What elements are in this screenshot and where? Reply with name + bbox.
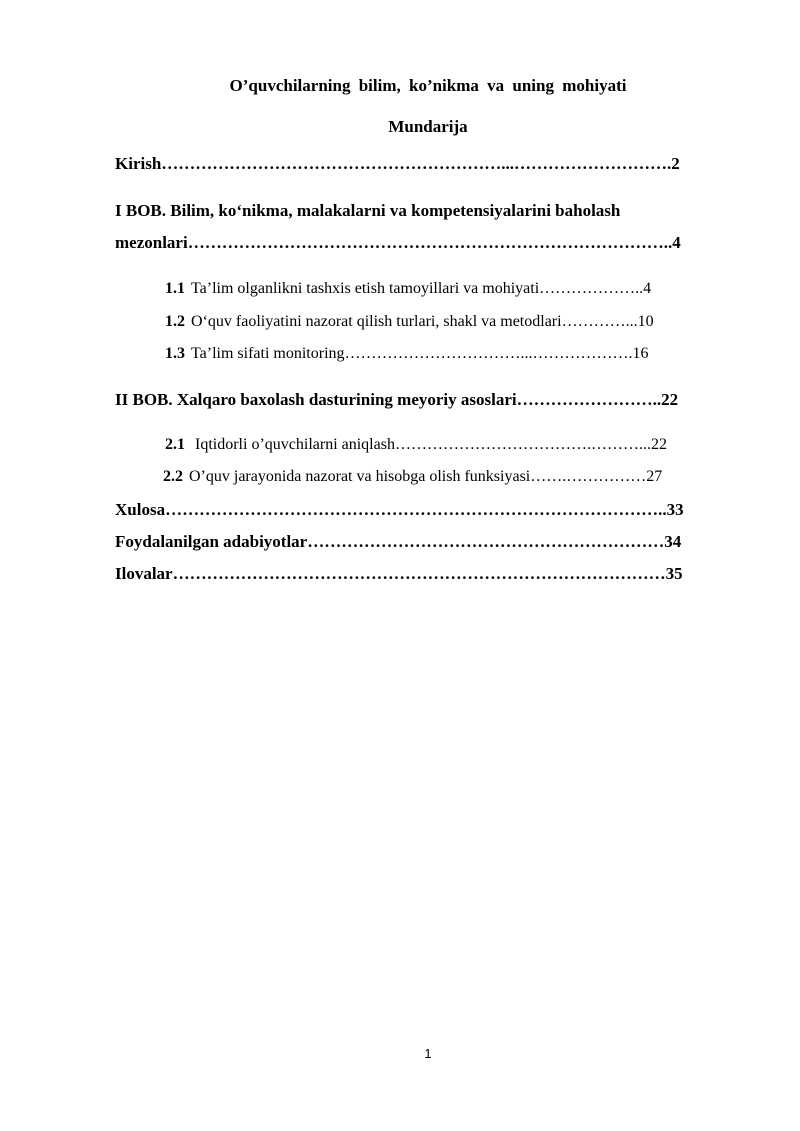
toc-entry-section-1-1 (165, 280, 745, 298)
section-number: 2.1 (165, 436, 185, 453)
section-text: O’quv jarayonida nazorat va hisobga olish funksiyasi…….……………27 (189, 468, 663, 485)
section-text: Ta’lim sifati monitoring……………………………...……………….16 (191, 345, 649, 362)
section-text: Oʻquv faoliyatini nazorat qilish turlari, shakl va metodlari…………...10 (191, 313, 654, 330)
page-number: 1 (424, 1046, 432, 1061)
section-text: Iqtidorli o’quvchilarni aniqlash……………………………….………...22 (191, 436, 667, 453)
toc-entry-bob1-line2: mezonlari…………………………………………………………………………..4 (115, 233, 681, 252)
toc-entry-section-1-3 (165, 345, 745, 363)
toc-entry-adabiyotlar: Foydalanilgan adabiyotlar………………………………………………………34 (115, 532, 682, 551)
section-number: 2.2 (163, 468, 183, 485)
section-number: 1.1 (165, 280, 185, 297)
toc-entry-ilovalar: Ilovalar……………………………………………………………………………35 (115, 564, 683, 583)
section-text: Ta’lim olganlikni tashxis etish tamoyillari va mohiyati………………..4 (191, 280, 652, 297)
toc-entry-kirish: Kirish……………………………………………………...……………………….2 (115, 154, 680, 173)
section-number: 1.3 (165, 345, 185, 362)
toc-entry-section-2-2 (163, 468, 745, 486)
document-title: O’quvchilarning bilim, ko’nikma va uning mohiyati (229, 76, 627, 95)
toc-entry-bob1-line1: I BOB. Bilim, koʻnikma, malakalarni va kompetensiyalarini baholash (115, 201, 621, 220)
toc-entry-section-1-2 (165, 313, 745, 331)
toc-entry-xulosa: Xulosa……………………………………………………………………………..33 (115, 500, 684, 519)
toc-heading: Mundarija (388, 117, 468, 136)
section-number: 1.2 (165, 313, 185, 330)
toc-entry-bob2: II BOB. Xalqaro baxolash dasturining meyoriy asoslari……………………..22 (115, 390, 679, 409)
toc-entry-section-2-1 (165, 436, 745, 454)
